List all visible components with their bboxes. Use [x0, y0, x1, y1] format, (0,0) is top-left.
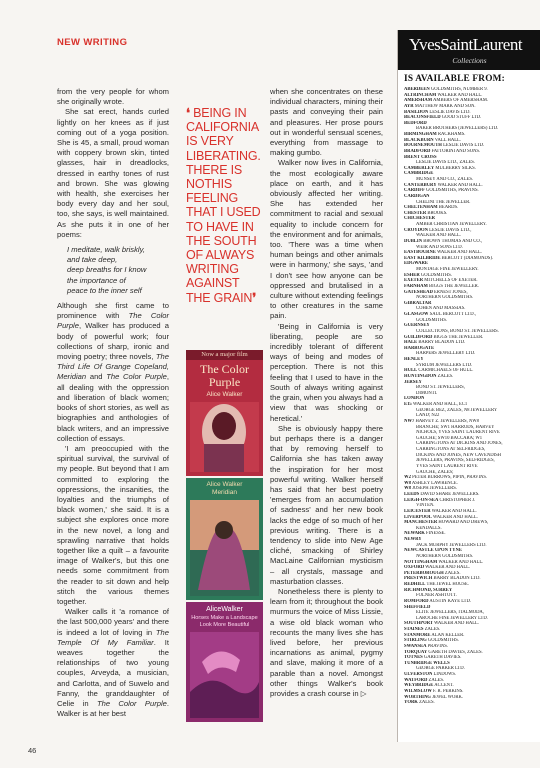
paragraph: when she concentrates on these individual characters, mining their pasts and conveying their pain and pleasures. Her prose pours out in wonderful sensual scenes, everything from massage to making gumbo. [270, 87, 383, 158]
stockist-shop: FATTORINI AND SONS. [430, 148, 481, 154]
stockist-town: MANCHESTER [404, 520, 438, 526]
stockist-shop: ZALES. [417, 700, 435, 706]
ysl-advertisement [397, 30, 540, 742]
stockist-shop: ZALES. [423, 627, 441, 632]
stockist-shop: GARETH DAVIES, ZALES. [427, 649, 483, 655]
stockist-town: WORTHING [404, 694, 431, 700]
stockist-town: HUNTINGDON [404, 373, 437, 379]
stockist-shop: CARRINGTONS AT DICKINS AND JONES, [416, 441, 503, 447]
stockist-town: SHEFFIELD [404, 604, 431, 610]
stockist-shop: FINESSE. [424, 531, 446, 537]
stockist-town: CHICHESTER [404, 216, 435, 222]
book-cover-color-purple [186, 350, 263, 476]
availability-heading: IS AVAILABLE FROM: [404, 74, 505, 84]
stockist-town: SOUTHPORT [404, 621, 433, 627]
stockist-town: DUBLIN [404, 238, 423, 244]
stockist-shop: GOLDSMITHS. [419, 272, 452, 278]
paragraph: Nonetheless there is plenty to learn from it; throughout the book murmurs the voice of Miss Lissie, a wise old black woman who recounts the many lives she has lived before, her previous incarnations as animal, pygmy and slave, making it more of a parable than a novel. Amongst other things Walker's book provides a crash course in ▷ [270, 586, 383, 698]
cover-title: Meridian [212, 489, 237, 496]
stockist-town: WILMSLOW [404, 688, 432, 694]
stockist-town: PRESTWICH [404, 576, 433, 582]
stockist-shop: RACKHAMS. [436, 132, 466, 137]
stockist-town: EAST KILBRIDE [404, 255, 441, 261]
stockist-town: NEWARK [404, 531, 425, 537]
stockist-town: ROMFORD [404, 598, 429, 604]
stockist-list [404, 87, 540, 706]
stockist-shop: COLLECTIONS, BOND ST. JEWELLERS. [416, 328, 499, 334]
stockist-shop: BEARDS. [437, 205, 459, 211]
stockist-shop: MATTHEW MARK AND SON. [413, 103, 476, 109]
poem-line: the importance of [67, 275, 126, 285]
stockist-shop: CHELINI THE JEWELLER. [416, 199, 471, 205]
stockist-town: NW7 [404, 418, 415, 424]
stockist-town: BEACONSFIELD [404, 115, 441, 121]
stockist-town: PETERBOROUGH [404, 570, 444, 576]
stockist-shop: WALKER AND HALL, EC1 [411, 402, 468, 407]
stockist-town: SWANSEA [404, 643, 427, 649]
stockist-shop: FOLNER ASHTOTT. [416, 593, 457, 599]
stockist-town: BIRMINGHAM [404, 132, 437, 137]
stockist-town: REDHILL [404, 582, 426, 587]
stockist-town: TORQUAY [404, 649, 428, 655]
stockist-shop: HARVEY Z. JEWELLERS, NW8 [414, 418, 479, 424]
stockist-shop: ZALES. [436, 373, 454, 379]
stockist-town: OXFORD [404, 565, 425, 571]
poem-line: peace to the inner self [67, 285, 142, 295]
stockist-shop: ZALES. [443, 570, 461, 576]
stockist-town: GLASGOW [404, 312, 429, 317]
stockist-town: LIVERPOOL [404, 514, 432, 520]
stockist-shop: BERCOTT (DIAMONDS). [440, 255, 494, 261]
stockist-town: BRADFORD [404, 148, 431, 154]
stockist-shop: GEORGE PARKER LTD. [416, 666, 465, 672]
stockist-shop: MITCHELLS OF EXETER. [423, 278, 478, 284]
paragraph: She sat erect, hands curled lightly on her knees as if just coming out of a yoga position. She is 45, a small, proud woman with coppery brown skin, tinted glasses, hair in dreadlocks, dressed in earthy tones of rust and brown. She was glowing with health, she exercises her body every day and her soul, too, she says, is well maintained. As she puts it in one of her poems: [57, 107, 169, 239]
stockist-shop: LESLIE DAVIS LTD., ZALES. [416, 160, 476, 166]
stockist-town: TUNBRIDGE WELLS [404, 660, 450, 666]
stockist-shop: DIMONTI. [416, 390, 438, 396]
stockist-town: CROYDON [404, 227, 428, 233]
poem-line: and take deep, [67, 255, 118, 265]
stockist-shop: BIGGS THE JEWELLER. [427, 283, 479, 289]
stockist-town: BASILDON [404, 109, 429, 115]
pull-quote [186, 106, 262, 305]
stockist-shop: LAND; N22 [416, 413, 440, 419]
stockist-shop: COHEN AND MASSIAS. [416, 306, 466, 312]
stockist-shop: ALAN KELLER. [430, 632, 465, 638]
stockist-shop: MUNSEY AND CO., ZALES. [416, 177, 474, 182]
stockist-town: CHESTER [404, 210, 427, 216]
stockist-shop: NORTHERN GOLDSMITHS. [416, 553, 474, 559]
stockist-shop: LESLIE DAVIS LTD. [428, 109, 471, 115]
stockist-town: STAINES [404, 627, 424, 632]
cover-author: AliceWalker [206, 606, 243, 613]
stockist-shop: GOLDSMITHS, PRAVINS. [424, 188, 479, 194]
cover-artwork [190, 632, 259, 718]
stockist-shop: MONTAGE FINE JEWELLERY. [416, 267, 479, 272]
stockist-town: W2 [404, 475, 411, 481]
stockist-shop: KENDALLS. [416, 525, 442, 531]
stockist-town: STANMORE [404, 632, 431, 638]
stockist-town: NEWRY [404, 537, 422, 542]
stockist-town: ABERDEEN [404, 87, 430, 92]
stockist-shop: BOND ST. JEWELLERS, [416, 385, 465, 391]
paragraph: Although she first came to prominence with The Color Purple, Walker has produced a body of powerful work; four collections of sharp, ironic and moving poetry; three novels, The Third Life Of Grange Copeland, Meridian and The Color Purple, all dealing with the oppression and liberation of black women; books of short stories, as well as biographies and anthologies of black writers, and an impressive collection of essays. [57, 301, 170, 443]
stockist-shop: BARRY BLADON LTD. [417, 340, 466, 346]
stockist-town: BRENT CROSS [404, 154, 437, 160]
stockist-town: NEWCASTLE UPON TYNE [404, 548, 462, 554]
stockist-town: E15 [404, 402, 412, 407]
stockist-town: GATESHEAD [404, 289, 433, 295]
stockist-shop: BIGGS THE JEWELLER. [432, 334, 484, 340]
stockist-shop: GARETH DAVIES. [422, 655, 462, 661]
stockist-shop: WALKER AND HALL. [424, 565, 471, 571]
paragraph: Walker calls it 'a romance of the last 500,000 years' and there is indeed a lot of loving in The Temple Of My Familiar. It weaves together the relationships of two young couples, Arveyda, a musician, and Carlotta, and of Suwelo and Fanny, the granddaughter of Celie in The Color Purple. Walker is at her best [57, 607, 169, 719]
stockist-shop: WALKER AND HALL. [416, 233, 461, 239]
open-quote-mark: ❛ [186, 106, 190, 120]
paragraph: from the very people for whom she originally wrote. [57, 87, 169, 107]
stockist-shop: WALKER AND HALL. [430, 508, 477, 514]
stockist-shop: BROWN THOMAS AND CO., [422, 238, 483, 244]
paragraph: 'Being in California is very liberating, people are so incredibly tolerant of different ways of being and modes of perception. There is not this feeling that I used to have in the South of always writing against the grain, when you always had a view that was shocking or heretical.' [270, 321, 383, 423]
stockist-town: W8 [404, 480, 411, 486]
stockist-shop: NORTHERN GOLDSMITHS. [416, 295, 474, 301]
page-number: 46 [28, 746, 37, 755]
stockist-town: FARNHAM [404, 283, 428, 289]
stockist-shop: BARRY BLADON LTD. [432, 576, 481, 582]
stockist-shop: YVES SAINT LAURENT RIVE [416, 463, 478, 469]
brand-collection: Collections [452, 56, 487, 65]
stockist-town: BOURNEMOUTH [404, 143, 442, 149]
stockist-shop: DICKINS AND JONES, NEW CAVENDISH [416, 452, 502, 458]
stockist-town: HALE [404, 340, 418, 346]
stockist-town: NOTTINGHAM [404, 559, 438, 565]
stockist-town: BLACKBURN [404, 137, 434, 143]
stockist-shop: GAUCHE, ZALES; [416, 469, 454, 475]
stockist-town: HENLEY [404, 357, 424, 362]
stockist-town: STIRLING [404, 638, 427, 644]
brand-logo: YvesSaintLaurent [398, 30, 540, 70]
stockist-town: CANTERBURY [404, 182, 437, 188]
stockist-shop: HOWARD AND DREWS, [437, 520, 489, 526]
cover-artwork [190, 402, 259, 472]
stockist-shop: HARPERS JEWELLERY LTD. [416, 351, 476, 357]
stockist-town: WATFORD [404, 677, 428, 683]
stockist-shop: PRAVINS. [426, 643, 449, 649]
cover-band: Now a major film [186, 350, 263, 360]
stockist-town: LEEDS [404, 492, 420, 497]
stockist-town: LONDON [404, 396, 425, 402]
stockist-shop: JOSEPH JEWELLERS. [410, 486, 457, 492]
stockist-town: CARDIFF [404, 188, 425, 194]
stockist-shop: WALKER AND HALL. [431, 514, 478, 520]
stockist-shop: CARRINGTONS AT SELFRIDGES, [416, 447, 486, 452]
stockist-town: EASTBOURNE [404, 250, 436, 256]
section-label: NEW WRITING [57, 37, 128, 48]
stockist-town: HARROGATE [404, 345, 435, 351]
stockist-shop: JEWELLERS, PRAVINS, SELFRIDGES, [416, 458, 495, 464]
stockist-town: ESHER [404, 272, 420, 278]
stockist-shop: JACK MURPHY JEWELLERS LTD. [416, 542, 487, 548]
stockist-shop: THE JEWEL HOUSE. [425, 582, 469, 587]
stockist-shop: GOOD STUFF LTD. [440, 115, 482, 121]
cover-title: The Color Purple [200, 362, 249, 389]
stockist-shop: F. R. PERKINS. [431, 688, 464, 694]
stockist-shop: BRANCHE; SW1 HARRODS, HARVEY [416, 424, 495, 430]
stockist-shop: CHRISTOPHER J. [438, 497, 476, 503]
stockist-shop: AMBERS OF AMERSHAM. [432, 98, 489, 104]
stockist-town: JERSEY [404, 379, 422, 385]
poem-quote [57, 245, 169, 296]
stockist-town: CAMBERLEY [404, 165, 435, 171]
stockist-shop: AUSTIN KAYE LTD. [428, 598, 471, 604]
stockist-shop: WALKER AND HALL. [436, 92, 483, 98]
stockist-town: CHELTENHAM [404, 205, 438, 211]
stockist-shop: VALL HALL. [433, 137, 462, 143]
stockist-shop: GOLDSMITHS. [426, 638, 459, 644]
stockist-shop: SYRIUM JEWELLERS LTD. [416, 362, 473, 368]
stockist-town: HULL [404, 368, 418, 374]
stockist-town: EDGWARE [404, 261, 428, 267]
stockist-town: AMERSHAM [404, 98, 433, 104]
stockist-town: CARDIGAN [404, 193, 430, 199]
stockist-shop: GOLDSMITHS, NUMBER 9. [429, 87, 488, 92]
stockist-shop: WEIR AND SONS LTD. [416, 244, 463, 250]
stockist-town: BEDFORD [404, 120, 427, 126]
stockist-shop: PETER BURROWS, PIPIN, PRAVINS. [410, 475, 488, 481]
stockist-town: GUILDFORD [404, 334, 433, 340]
stockist-shop: JEWEL WORK. [430, 694, 464, 700]
stockist-shop: DAVID SHARE JEWELLERS. [419, 492, 480, 497]
stockist-town: EXETER [404, 278, 424, 284]
stockist-shop: CARMICHAELS OF HULL. [417, 368, 474, 374]
stockist-shop: WALKER AND HALL. [435, 250, 483, 256]
stockist-shop: AMBER CHRISTIAN JEWELLERY. [416, 222, 487, 227]
stockist-shop: LAROCHE FINE JEWELLERY LTD. [416, 615, 488, 621]
stockist-shop: GEORGE BEZ, ZALES, N8 JEWELLERY [416, 407, 498, 413]
stockist-shop: ZALES. [427, 677, 445, 683]
stockist-town: CAMBRIDGE [404, 171, 434, 177]
stockist-town: RICHMOND, SURREY [404, 587, 453, 593]
paragraph: 'I am preoccupied with the spiritual survival, the survival of my people. But beyond that I am committed to exploring the oppressions, the insanities, the loyalties and the triumphs of black women,' she said. It is a subject she explores once more in the new novel, a long and sprawling narrative that holds together like a quilt – a favourite image of Walker's, but this one needs some commitment from the reader to sit down and help stitch the various themes together. [57, 443, 169, 606]
stockist-shop: ASHLEY LAWRENCE. [410, 480, 458, 486]
article-column-right [270, 87, 383, 699]
stockist-shop: LINDOWS. [432, 672, 457, 677]
stockist-town: AYR [404, 103, 414, 109]
stockist-shop: NICHOLS, YVES SAINT LAURENT RIVE [416, 430, 500, 436]
book-cover-meridian [186, 478, 263, 600]
stockist-town: LEIGH-ON-SEA [404, 497, 439, 503]
stockist-shop: LESLIE DAVIS LTD., [427, 227, 472, 233]
stockist-shop: ACCENT. [433, 683, 454, 689]
stockist-town: YORK [404, 700, 418, 706]
stockist-shop: BAKER BROTHERS (JEWELLERS) LTD. [416, 126, 499, 132]
stockist-shop: WALKER AND HALL. [432, 621, 480, 627]
stockist-shop: LESLIE DAVIS LTD. [441, 143, 485, 149]
stockist-shop: ERNEST JONES, [432, 289, 468, 295]
cover-author: Alice Walker [206, 391, 243, 398]
stockist-shop: GOLDSMITHS. [416, 317, 448, 323]
stockist-shop: ELITE JEWELLERS, ITALMODA, [416, 610, 484, 616]
stockist-shop: WALKER AND HALL. [436, 182, 483, 188]
cover-author: Alice Walker [206, 481, 243, 488]
paragraph: Walker now lives in California, the most ecologically aware place on earth, and it has obviously affected her writing. She has extended her commitment to racial and sexual equality to include concern for the environment and for animals, too. 'There was a time when human beings and other animals were in harmony,' she says, 'and I don't see how anyone can be oppressed and brutalised in a culture without extending feelings to other creatures in the same pain. [270, 158, 383, 321]
stockist-town: ALTRINCHAM [404, 92, 437, 98]
stockist-shop: BROOKS. [426, 210, 448, 216]
stockist-town: ULVERSTON [404, 672, 433, 677]
cover-title: Horses Make a Landscape Look More Beautiful [191, 615, 258, 628]
stockist-town: GIBRALTAR [404, 300, 432, 306]
stockist-shop: GAUCHE; SW10 BACCARA; W1 [416, 435, 483, 441]
stockist-town: W8 [404, 486, 411, 492]
article-column-left [57, 87, 169, 719]
stockist-town: TOTNES [404, 655, 423, 661]
cover-artwork [190, 500, 259, 596]
stockist-town: LEICESTER [404, 508, 431, 514]
poem-line: deep breaths for I know [67, 265, 147, 275]
paragraph: She is obviously happy there but perhaps there is a danger that by removing herself to California she has taken away the inspiration for her most powerful writing. Walker herself has said that her best poetry 'emerges from an accumulation of sadness' and her new book lacks the edge of so much of her previous writing. There is a tendency to slide into New Age cliché, smacking of Shirley MacLaine Californian mysticism – all crystals, massage and masturbation classes. [270, 423, 383, 586]
stockist-shop: VINTEN. [416, 503, 435, 509]
close-quote-mark: ❜ [252, 290, 257, 305]
stockist-entry [404, 700, 540, 706]
stockist-town: GUERNSEY [404, 323, 430, 329]
pull-quote-text: BEING IN CALIFORNIA IS VERY LIBERATING. THERE IS NOTHIS FEELING THAT I USED TO HAVE IN THE SOUTH OF ALWAYS WRITING AGAINST THE GRAIN [186, 106, 261, 305]
stockist-shop: SAUL BERCOTT LTD., [428, 312, 476, 317]
stockist-shop: MULBERRY SILKS. [434, 165, 476, 171]
book-cover-horses [186, 602, 263, 722]
stockist-shop: WALKER AND HALL. [437, 559, 484, 565]
poem-line: I meditate, walk briskly, [67, 245, 145, 255]
stockist-town: WEYBRIDGE [404, 683, 434, 689]
